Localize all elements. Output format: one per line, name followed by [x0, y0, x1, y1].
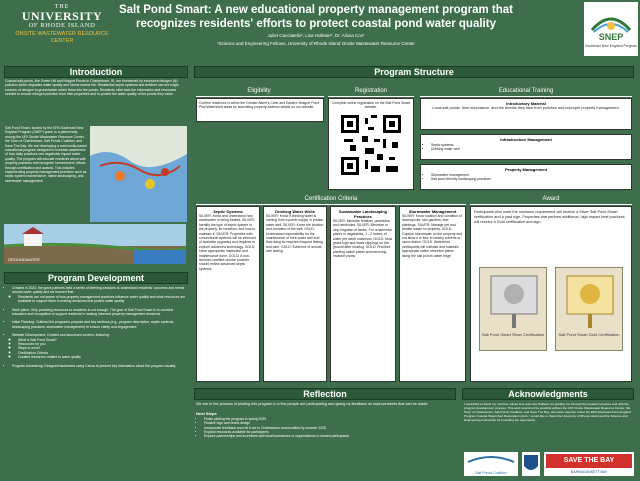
award-text: Participants who meet the minimum requirement will receive a Silver Salt Pond Smart certification and a yard sign. Properties that perform additional, high-impact best practices will receive a Gold certification and sign.: [474, 210, 625, 224]
reflection-header: Reflection: [194, 388, 456, 400]
dev-item: • Initial Planning: Outlined the program's purpose and key sections (e.g., program description, septic systems, landscaping practices, stormwater management) to ensure clarity and engagement: [12, 320, 188, 329]
uri-shield-icon: [522, 452, 540, 476]
property-management-item: • Salt pond-friendly landscaping practices: [431, 177, 629, 181]
acknowledgments-text: I would like to thank my mentors, Alissa Cox and Lisa Hollister, for guiding me through the research process and with the program development process. This work would not be possible without the URI Onsite Wastewater Resource Center, the Town of Charlestown, Salt Ponds Coalition, and Save The Bay, who work together under the EPA Southeast New England Program Coastal Watershed Restoration grant. I would like to thank the University of Rhode Island and the Science and Engineering Fellowship for providing the opportunity.: [464, 402, 631, 422]
certification-label: Certification Criteria: [304, 196, 358, 202]
registration-label: Registration: [354, 88, 387, 94]
silver-sign-label: Salt Pond Smart Silver Certification: [481, 332, 545, 337]
property-management-item: • Stormwater management: [431, 173, 629, 177]
criteria-septic: [196, 206, 260, 382]
eligibility-divider: [196, 96, 324, 97]
acknowledgments-header: Acknowledgments: [462, 388, 634, 400]
criteria-text: SILVER: Know and understand how wastewater is being treated. SILVER: Identify the type of septic system in the property, its condition, and how to maintain it. SILVER: Properties with conventional systems will be informed of available upgrades and required to explore advanced technology. GOLD: Have appropriate inspection and maintenance done. GOLD: A non-licensed certified service provider should review advanced septic systems: [199, 214, 256, 271]
reflection-intro: We are in the process of piloting this program in a few people are participating and giving us feedback on improvements that can be made.: [196, 402, 429, 406]
poster-title: Salt Pond Smart: A new educational property management program that recognizes residents' efforts to protect coastal pond water quality: [118, 4, 514, 30]
salt-ponds-logo-text: Salt Ponds Coalition: [475, 471, 507, 475]
affiliation: ¹Science and Engineering Fellows, University of Rhode Island Onsite Wastewater Resource Center: [217, 41, 415, 46]
registration-divider: [328, 96, 414, 97]
dev-item: • Website Development: Created and structured content, featuring:: [12, 333, 188, 337]
infrastructure-title: Infrastructure Management: [500, 137, 552, 142]
criteria-title: Septic Systems: [213, 209, 243, 214]
introduction-header: Introduction: [4, 66, 188, 78]
property-management-box: [420, 164, 632, 190]
authors: Juliet Cacciatello¹, Lisa Hollister¹, Dr. Alissa Cox¹: [267, 33, 365, 38]
dev-subitem: ◦ Resources for you: [18, 342, 188, 346]
save-the-bay-sub: NARRAGANSETT BAY: [570, 470, 608, 474]
qr-code-icon[interactable]: [341, 115, 401, 175]
next-step-item: • Finish piloting the program in spring 2025: [204, 417, 456, 421]
infrastructure-item: • Septic systems: [431, 143, 629, 147]
training-intro-title: Introductory Material: [506, 101, 546, 106]
program-structure-header: Program Structure: [194, 66, 634, 78]
registration-text: Complete online registration on the Salt Pond Smart website.: [331, 101, 411, 110]
uri-logo: [4, 4, 120, 62]
training-intro-text: Local salt ponds, their importance, and the threats they face from pollution and improper property management.: [432, 106, 620, 110]
intro-paragraph-1: Coastal salt ponds, like Green Hill and Ninigret Ponds in Charlestown, RI, are threatened by excessive nitrogen (N) pollution which degrades water quality and harms marine life. Residential septic systems and fertilizer use are major sources of nitrogen to groundwater which flows into the ponds. Residents often lack the information and resources needed to reduce nitrogen pollution from their properties and to protect the water quality of the ponds they value.: [5, 79, 179, 97]
gold-sign-icon: [565, 274, 615, 328]
eligibility-text: Confirm residence is within the Greater Albert's Cove and Eastern Ninigret Pond Pilot Watershed areas by submitting property address details on our website.: [199, 101, 320, 110]
intro-paragraph-2: Salt Pond Smart, funded by the EPA Southeast New England Program (SNEP) grant, is a partnership among the URI Onsite Wastewater Resource Center, the Town of Charlestown, Salt Ponds Coalition, and Save The Bay. We are developing a community-based educational program designed to increase awareness of how daily practices can negatively impact water quality. The program will educate residents about safe property practices and recognize homeowners' efforts through certification and awards. This includes implementing property management practices such as septic system maintenance, native landscaping, and stormwater management.: [5, 126, 87, 183]
silver-sign-icon: [489, 274, 539, 328]
next-step-item: • Finalize logo and brand design: [204, 421, 456, 425]
snep-logo-text: SNEP: [598, 32, 624, 42]
criteria-text: SILVER: Minimize fertilizer, pesticides, and herbicides. SILVER: Minimize or stop irrigation of lawns. For ornamental plants or vegetables, 1 - 2 inches of water per week maximum. GOLD: Mow grass high and leave clippings on the ground after mowing. GOLD: Prioritize planting native plants and removing invasive plants: [333, 219, 393, 259]
uri-small-logo: [522, 452, 540, 476]
criteria-wells: [263, 206, 327, 382]
infrastructure-item: • Drinking water well: [431, 147, 629, 151]
snep-logo-sub: Southeast New England Program: [585, 44, 637, 48]
next-step-item: • Explore partnerships and incentives with local businesses or organizations to reward participants: [204, 434, 456, 438]
gold-sign: [555, 267, 623, 351]
dev-subitem: ◦ Certification Criteria: [18, 351, 188, 355]
logo-the: THE: [54, 4, 70, 10]
gold-sign-label: Salt Pond Smart Gold Certification: [558, 332, 620, 337]
groundwater-diagram: [4, 224, 186, 264]
criteria-title: Sustainable Landscaping Practices: [338, 209, 388, 219]
dev-item: ◦ Residents are not aware of how property management practices influence water quality and what resources are available to support them in making decisions that protect water quality: [18, 295, 188, 304]
eligibility-label: Eligibility: [247, 88, 271, 94]
dev-subitem: ◦ Steps to enroll: [18, 346, 188, 350]
program-development-panel: [4, 284, 188, 474]
save-the-bay-logo: [544, 452, 634, 476]
program-development-header: Program Development: [4, 272, 188, 284]
award-label: Award: [542, 196, 560, 202]
next-step-item: • Incorporate feedback and roll it out to Charlestown communities by summer 2025: [204, 426, 456, 430]
criteria-title: Stormwater Management: [408, 209, 457, 214]
award-divider: [470, 204, 632, 205]
save-the-bay-text: SAVE THE BAY: [546, 454, 632, 468]
training-divider: [420, 96, 632, 97]
dev-item: • Program Advertising: Designed factsheets using Canva to present key information about the program visually: [12, 364, 188, 368]
next-step-item: • Expand resources available for participants: [204, 430, 456, 434]
silver-sign: [479, 267, 547, 351]
award-box: [470, 206, 632, 382]
eligibility-box: [196, 98, 324, 122]
criteria-title: Drinking Water Wells: [275, 209, 315, 214]
training-label: Educational Training: [498, 88, 554, 94]
infrastructure-box: [420, 134, 632, 160]
snep-logo: [584, 2, 638, 56]
dev-subitem: ◦ Curated resources related to water quality: [18, 355, 188, 359]
dev-subitem: ◦ What is Salt Pond Smart?: [18, 338, 188, 342]
training-intro-box: [420, 98, 632, 130]
property-management-title: Property Management: [504, 167, 547, 172]
dev-item: • Work plans: Only providing resources to residents is not enough. The goal of Salt Pond Smart is to combine education and recognition to support residents in making informed property management decisions: [12, 308, 188, 317]
logo-rhode-island: OF RHODE ISLAND: [28, 22, 96, 29]
poster-title-block: [118, 4, 514, 56]
logo-university: UNIVERSITY: [21, 9, 103, 23]
introduction-panel: [4, 78, 188, 266]
salt-ponds-coalition-logo: [464, 452, 518, 476]
criteria-landscaping: [330, 206, 396, 382]
registration-box: [328, 98, 414, 190]
next-steps-label: Next Steps: [196, 410, 217, 416]
svg-text:GROUNDWATER: GROUNDWATER: [8, 257, 40, 262]
criteria-text: SILVER: Know location and condition of downspouts, rain gardens, and plantings. SILVER: Manage pet and wildlife waste on property. GOLD: Capture stormwater on the property and not allow it to flow to nearby culverts or storm drains. GOLD: Waterfront participants will cultivate and maintain appropriate native shoreline plants along the salt pond's water edge: [402, 214, 463, 258]
acknowledgments-panel: [464, 402, 634, 452]
salt-ponds-logo-icon: [464, 452, 518, 466]
salt-pond-map-image: [90, 126, 187, 222]
criteria-stormwater: [399, 206, 466, 382]
reflection-panel: [196, 402, 456, 476]
criteria-text: SILVER: Know if drinking water is coming from a public supply or private water well. SILVER: Know the location and condition of the well. GOLD: Understand responsibility for the maintenance of their water well and that doing so requires frequent testing and care. GOLD: Evidence of annual well testing: [266, 214, 324, 254]
certification-divider: [196, 204, 466, 205]
dev-item: • Created in 2023, the grant partners held a series of steering sessions to understand residents' concerns and needs around water quality and we learned that:: [12, 286, 188, 295]
logo-center: ONSITE WASTEWATER RESOURCE CENTER: [15, 31, 109, 44]
